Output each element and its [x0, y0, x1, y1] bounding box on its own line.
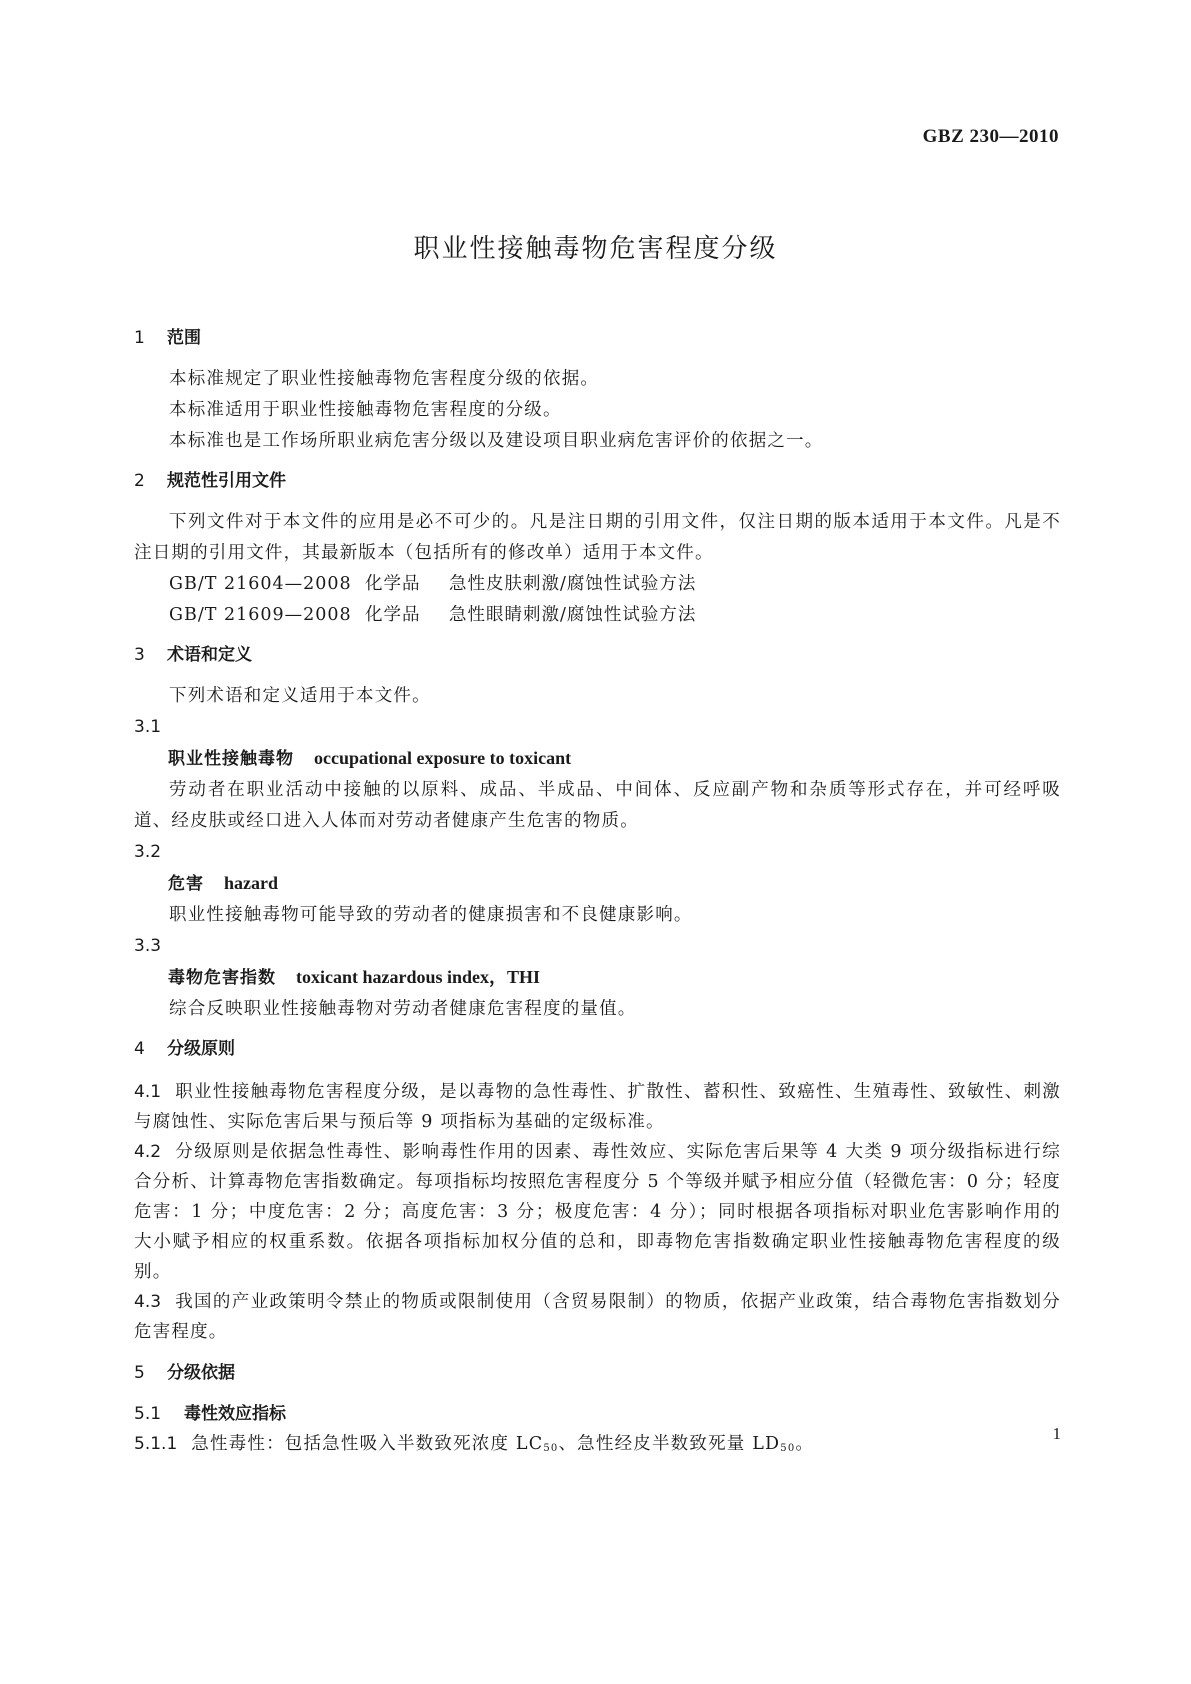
- section-title: 范围: [167, 328, 201, 348]
- clause: [134, 1429, 1061, 1464]
- clause-text: 我国的产业政策明令禁止的物质或限制使用（含贸易限制）的物质，依据产业政策，结合毒物危害指数划分危害程度。: [134, 1292, 1061, 1342]
- reference-code: GB/T 21609—2008: [169, 605, 352, 625]
- clause-text: 。: [795, 1434, 815, 1454]
- reference-item: [134, 600, 1061, 631]
- reference-title: 急性眼睛刺激/腐蚀性试验方法: [449, 605, 697, 625]
- term-en: hazard: [224, 873, 278, 893]
- section-number: 2: [134, 471, 145, 491]
- standard-code: GBZ 230—2010: [922, 126, 1059, 147]
- clause-number: 4.1: [134, 1082, 162, 1102]
- clause-text: 职业性接触毒物危害程度分级，是以毒物的急性毒性、扩散性、蓄积性、致癌性、生殖毒性、致敏性、刺激与腐蚀性、实际危害后果与预后等 9 项指标为基础的定级标准。: [134, 1082, 1061, 1132]
- clause-text: 、急性经皮半数致死量 LD: [558, 1434, 781, 1454]
- reference-item: [134, 569, 1061, 600]
- section-title: 规范性引用文件: [167, 471, 286, 491]
- term-en: toxicant hazardous index，THI: [296, 967, 541, 987]
- term-entry: [134, 961, 1061, 994]
- clause-text: 分级原则是依据急性毒性、影响毒性作用的因素、毒性效应、实际危害后果等 4 大类 9 项分级指标进行综合分析、计算毒物危害指数确定。每项指标均按照危害程度分 5 个等级并赋予相应分值（轻微危害：0 分；轻度危害：1 分；中度危害：2 分；高度危害：3 分；极度危害：4 分）；同时根据各项指标对职业危害影响作用的大小赋予相应的权重系数。依据各项指标加权分值的总和，即毒物危害指数确定职业性接触毒物危害程度的级别。: [134, 1142, 1061, 1282]
- section-title: 分级依据: [167, 1363, 235, 1383]
- clause-number: 4.3: [134, 1292, 162, 1312]
- reference-code: GB/T 21604—2008: [169, 574, 352, 594]
- section-title: 术语和定义: [167, 645, 252, 665]
- section-title: 分级原则: [167, 1039, 235, 1059]
- subsection-heading: [134, 1399, 1061, 1429]
- term-zh: 危害: [168, 874, 204, 894]
- clause: [134, 1137, 1061, 1287]
- term-entry: [134, 742, 1061, 775]
- subsection-number: 5.1: [134, 1404, 162, 1424]
- term-definition: 职业性接触毒物可能导致的劳动者的健康损害和不良健康影响。: [169, 905, 693, 925]
- section-4-heading: [134, 1037, 1061, 1061]
- section-1-heading: [134, 326, 1061, 350]
- clause: [134, 1287, 1061, 1347]
- subscript: 50: [780, 1443, 796, 1454]
- reference-title: 急性皮肤刺激/腐蚀性试验方法: [449, 574, 697, 594]
- clause-number: 5.1.1: [134, 1434, 178, 1454]
- document-body: [134, 326, 1061, 1464]
- subsection-title: 毒性效应指标: [184, 1404, 286, 1424]
- term-definition: 综合反映职业性接触毒物对劳动者健康危害程度的量值。: [169, 999, 637, 1019]
- term-zh: 毒物危害指数: [168, 968, 276, 988]
- term-number: 3.2: [134, 842, 162, 862]
- section-5-heading: [134, 1361, 1061, 1385]
- subscript: 50: [543, 1443, 559, 1454]
- term-number: 3.3: [134, 936, 162, 956]
- section-number: 3: [134, 645, 145, 665]
- reference-category: 化学品: [365, 574, 421, 594]
- section-2-heading: [134, 469, 1061, 493]
- paragraph: 下列文件对于本文件的应用是必不可少的。凡是注日期的引用文件，仅注日期的版本适用于本文件。凡是不注日期的引用文件，其最新版本（包括所有的修改单）适用于本文件。: [134, 512, 1061, 563]
- term-definition: 劳动者在职业活动中接触的以原料、成品、半成品、中间体、反应副产物和杂质等形式存在，并可经呼吸道、经皮肤或经口进入人体而对劳动者健康产生危害的物质。: [134, 780, 1061, 831]
- clause-text: 急性毒性：包括急性吸入半数致死浓度 LC: [191, 1434, 544, 1454]
- document-title: 职业性接触毒物危害程度分级: [413, 234, 778, 264]
- clause-number: 4.2: [134, 1142, 162, 1162]
- page-number: 1: [1052, 1424, 1061, 1443]
- section-3-heading: [134, 643, 1061, 667]
- clause: [134, 1077, 1061, 1137]
- paragraph: 下列术语和定义适用于本文件。: [169, 686, 431, 706]
- paragraph: 本标准也是工作场所职业病危害分级以及建设项目职业病危害评价的依据之一。: [169, 431, 824, 451]
- term-zh: 职业性接触毒物: [168, 749, 294, 769]
- section-number: 4: [134, 1039, 145, 1059]
- term-number: 3.1: [134, 717, 162, 737]
- term-entry: [134, 867, 1061, 900]
- term-en: occupational exposure to toxicant: [314, 748, 572, 768]
- paragraph: 本标准适用于职业性接触毒物危害程度的分级。: [169, 400, 562, 420]
- reference-category: 化学品: [365, 605, 421, 625]
- section-number: 5: [134, 1363, 145, 1383]
- section-number: 1: [134, 328, 145, 348]
- paragraph: 本标准规定了职业性接触毒物危害程度分级的依据。: [169, 369, 600, 389]
